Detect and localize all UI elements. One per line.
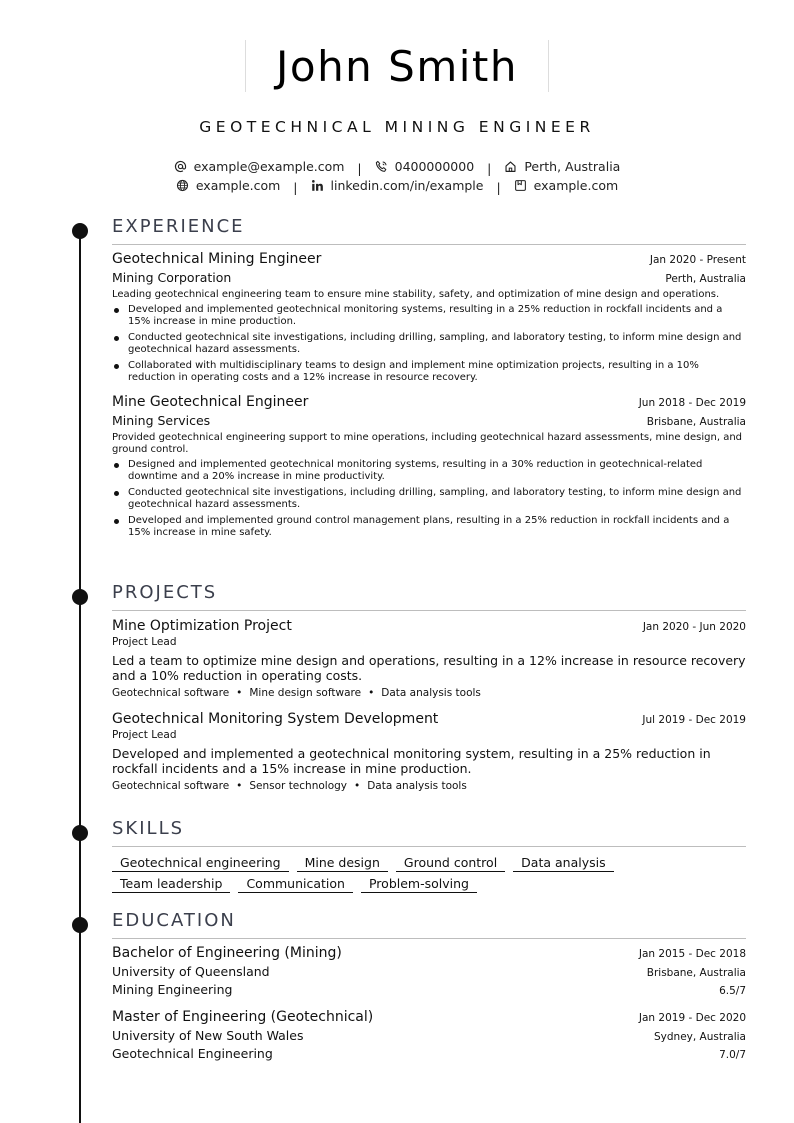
school-location: Brisbane, Australia <box>646 967 746 979</box>
contact-separator: | <box>487 161 492 176</box>
degree-name: Bachelor of Engineering (Mining) <box>112 945 342 961</box>
education-grade: 6.5/7 <box>719 985 746 997</box>
study-field: Mining Engineering <box>112 982 233 997</box>
bullet-item: Designed and implemented geotechnical monitoring systems, resulting in a 30% reduction in geotechnical-related downtime and a 20% increase in mine productivity. <box>112 459 746 483</box>
skill-tag: Mine design <box>297 855 388 872</box>
company-name: Mining Services <box>112 413 211 428</box>
contact-email-text: example@example.com <box>193 159 345 174</box>
timeline-dot-experience <box>72 223 88 239</box>
contact-linkedin-text: linkedin.com/in/example <box>330 178 484 193</box>
education-date: Jan 2015 - Dec 2018 <box>638 948 746 960</box>
name-header <box>0 40 794 92</box>
tech-separator: • <box>368 687 375 699</box>
education-entry <box>112 1009 746 1061</box>
contact-row-2 <box>0 178 794 195</box>
portfolio-icon <box>514 179 527 192</box>
project-role: Project Lead <box>112 636 177 648</box>
project-tech <box>112 687 746 699</box>
bullet-item: Conducted geotechnical site investigations, including drilling, sampling, and laboratory testing, to inform mine design and geotechnical hazard assessments. <box>112 332 746 356</box>
name-frame <box>245 40 549 92</box>
section-title-education: EDUCATION <box>112 910 746 939</box>
contact-portfolio-text: example.com <box>533 178 619 193</box>
education-entry <box>112 945 746 997</box>
skills-list <box>112 855 672 893</box>
section-title-skills: SKILLS <box>112 818 746 847</box>
job-position: Mine Geotechnical Engineer <box>112 394 309 410</box>
contact-portfolio[interactable] <box>514 178 618 193</box>
project-tech <box>112 780 746 792</box>
experience-section <box>112 216 746 543</box>
job-bullets <box>112 459 746 539</box>
project-entry <box>112 711 746 792</box>
tech-separator: • <box>354 780 361 792</box>
tech-separator: • <box>236 687 243 699</box>
degree-name: Master of Engineering (Geotechnical) <box>112 1009 374 1025</box>
skill-tag: Ground control <box>396 855 505 872</box>
project-description: Developed and implemented a geotechnical monitoring system, resulting in a 25% reduction in rockfall incidents and a 15% increase in mine production. <box>112 746 711 776</box>
globe-icon <box>176 179 189 192</box>
contact-separator: | <box>496 180 501 195</box>
education-grade: 7.0/7 <box>719 1049 746 1061</box>
project-name: Geotechnical Monitoring System Development <box>112 711 439 727</box>
job-date: Jun 2018 - Dec 2019 <box>638 397 746 409</box>
experience-entry <box>112 394 746 539</box>
job-summary: Provided geotechnical engineering support to mine operations, including geotechnical hazard assessments, mine design, and ground control. <box>112 432 743 455</box>
skill-tag: Geotechnical engineering <box>112 855 289 872</box>
skill-tag: Data analysis <box>513 855 613 872</box>
job-position: Geotechnical Mining Engineer <box>112 251 322 267</box>
skill-tag: Communication <box>238 876 353 893</box>
tech-item: Data analysis tools <box>367 780 467 792</box>
job-bullets <box>112 304 746 384</box>
job-title: GEOTECHNICAL MINING ENGINEER <box>199 118 595 136</box>
school-location: Sydney, Australia <box>654 1031 746 1043</box>
timeline-line <box>79 224 81 1123</box>
contact-phone-text: 0400000000 <box>394 159 475 174</box>
tech-item: Data analysis tools <box>381 687 481 699</box>
education-date: Jan 2019 - Dec 2020 <box>638 1012 746 1024</box>
experience-entry <box>112 251 746 384</box>
bullet-item: Conducted geotechnical site investigations, including drilling, sampling, and laboratory testing, to inform mine design and geotechnical hazard assessments. <box>112 487 746 511</box>
job-location: Brisbane, Australia <box>646 416 746 428</box>
projects-section <box>112 582 746 792</box>
contact-row-1 <box>0 159 794 176</box>
project-role: Project Lead <box>112 729 177 741</box>
contact-phone[interactable] <box>375 159 475 174</box>
bullet-item: Collaborated with multidisciplinary teams to design and implement mine optimization projects, resulting in a 10% reduction in operating costs and a 12% increase in resource recovery. <box>112 360 746 384</box>
timeline-dot-projects <box>72 589 88 605</box>
tech-item: Geotechnical software <box>112 780 230 792</box>
bullet-item: Developed and implemented geotechnical monitoring systems, resulting in a 25% reduction in rockfall incidents and a 15% increase in mine production. <box>112 304 746 328</box>
company-name: Mining Corporation <box>112 270 232 285</box>
timeline-dot-skills <box>72 825 88 841</box>
project-name: Mine Optimization Project <box>112 618 292 634</box>
home-icon <box>504 160 517 173</box>
contact-website-text: example.com <box>195 178 281 193</box>
job-summary: Leading geotechnical engineering team to ensure mine stability, safety, and optimization of mine design and operations. <box>112 289 720 300</box>
study-field: Geotechnical Engineering <box>112 1046 273 1061</box>
section-title-projects: PROJECTS <box>112 582 746 611</box>
contact-linkedin[interactable] <box>311 178 484 193</box>
project-entry <box>112 618 746 699</box>
linkedin-icon <box>311 179 324 192</box>
contact-website[interactable] <box>176 178 280 193</box>
skills-section <box>112 818 746 893</box>
contact-location-text: Perth, Australia <box>524 159 621 174</box>
job-date: Jan 2020 - Present <box>649 254 746 266</box>
tech-item: Geotechnical software <box>112 687 230 699</box>
school-name: University of Queensland <box>112 964 270 979</box>
project-date: Jan 2020 - Jun 2020 <box>642 621 746 633</box>
tech-item: Mine design software <box>249 687 362 699</box>
at-icon <box>174 160 187 173</box>
education-section <box>112 910 746 1061</box>
contact-location <box>504 159 620 174</box>
section-title-experience: EXPERIENCE <box>112 216 746 245</box>
bullet-item: Developed and implemented ground control management plans, resulting in a 25% reduction in rockfall incidents and a 15% increase in mine safety. <box>112 515 746 539</box>
contact-separator: | <box>357 161 362 176</box>
project-description: Led a team to optimize mine design and operations, resulting in a 12% increase in resource recovery and a 10% reduction in operating costs. <box>112 653 746 683</box>
phone-icon <box>375 160 388 173</box>
timeline-dot-education <box>72 917 88 933</box>
tech-separator: • <box>236 780 243 792</box>
contact-separator: | <box>293 180 298 195</box>
tech-item: Sensor technology <box>249 780 347 792</box>
job-location: Perth, Australia <box>665 273 746 285</box>
project-date: Jul 2019 - Dec 2019 <box>642 714 746 726</box>
candidate-name: John Smith <box>275 42 518 91</box>
skill-tag: Problem-solving <box>361 876 477 893</box>
skill-tag: Team leadership <box>112 876 230 893</box>
school-name: University of New South Wales <box>112 1028 304 1043</box>
contact-email[interactable] <box>174 159 345 174</box>
